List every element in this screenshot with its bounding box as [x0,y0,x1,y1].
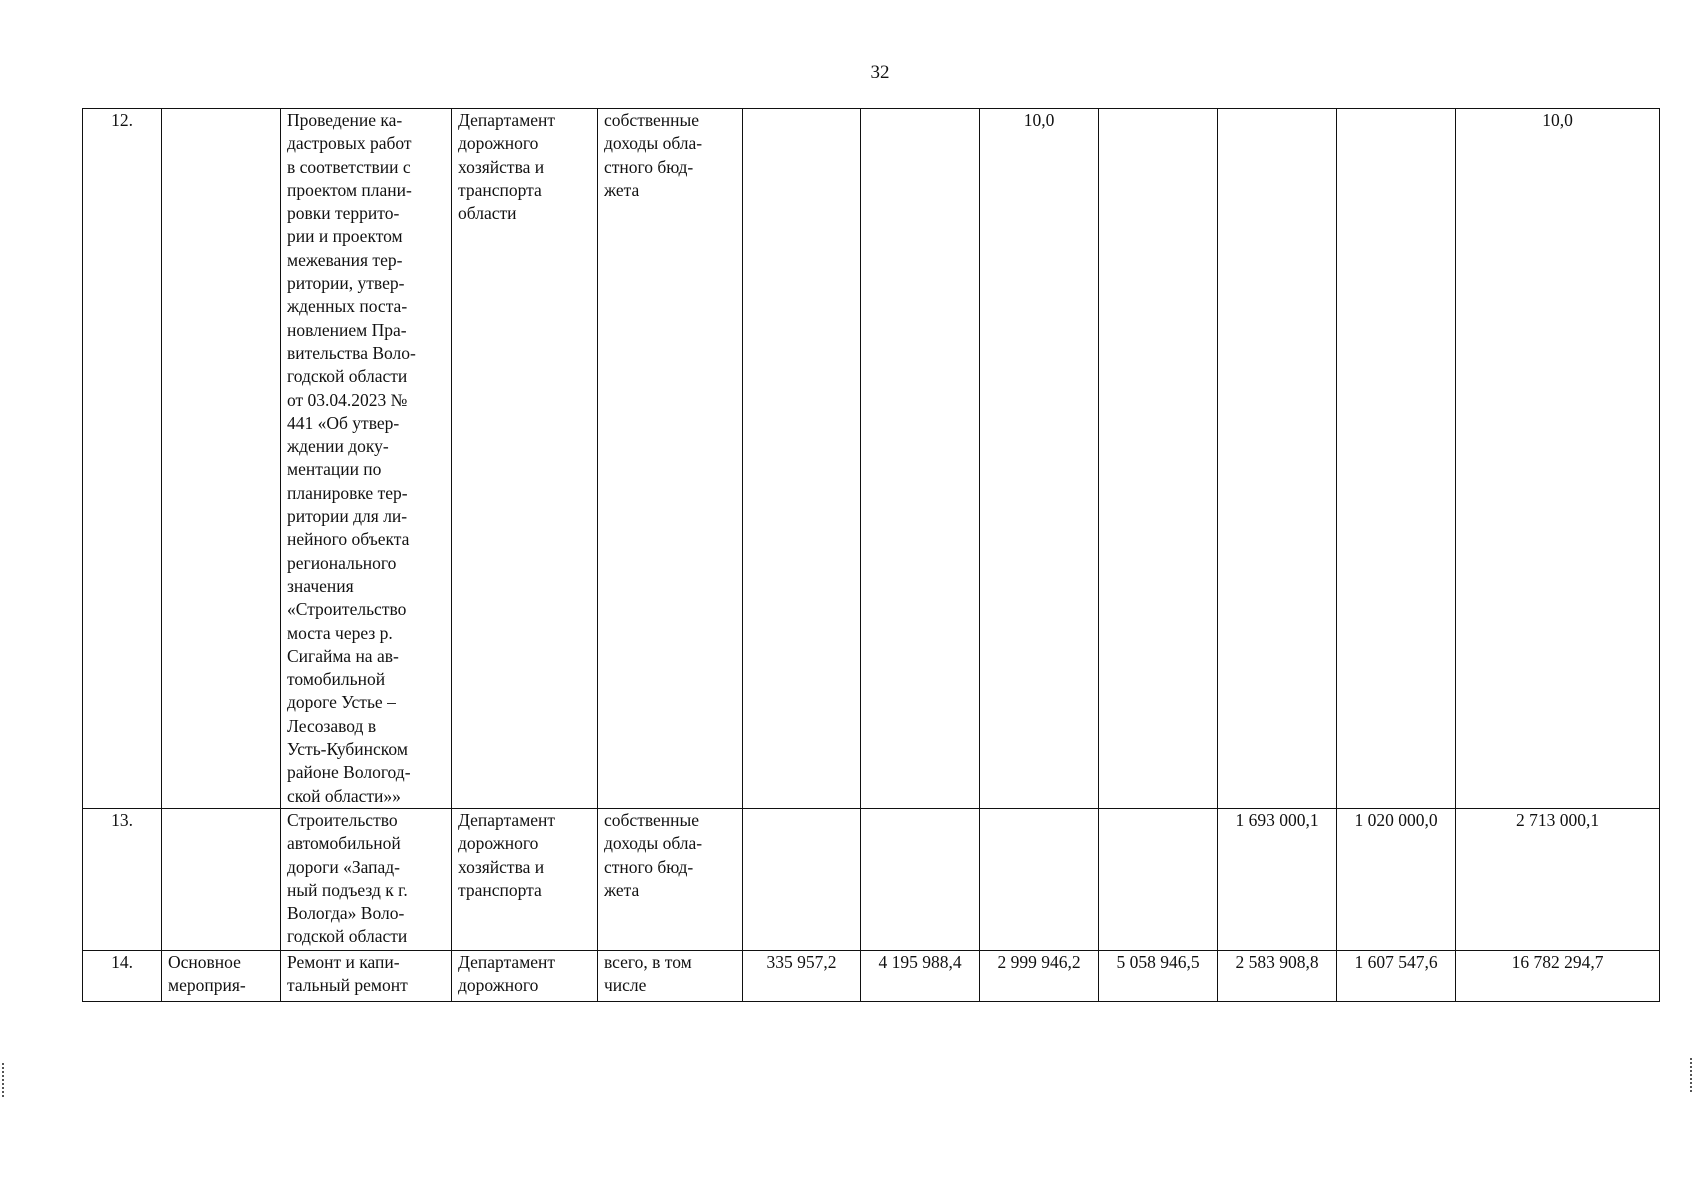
year-2-value [861,109,980,809]
year-4-value: 5 058 946,5 [1099,950,1218,1001]
year-3-value: 2 999 946,2 [980,950,1099,1001]
table-row [83,808,1660,950]
funding-source-cell: собственные доходы обла- стного бюд- жета [598,808,743,950]
total-value: 16 782 294,7 [1456,950,1660,1001]
year-4-value [1099,808,1218,950]
event-type-cell [162,808,281,950]
year-6-value: 1 020 000,0 [1337,808,1456,950]
year-5-value: 2 583 908,8 [1218,950,1337,1001]
total-value: 2 713 000,1 [1456,808,1660,950]
executor-cell: Департамент дорожного хозяйства и транспорта области [452,109,598,809]
year-1-value [743,808,861,950]
table-row [83,109,1660,809]
year-3-value: 10,0 [980,109,1099,809]
event-name-cell: Строительство автомобильной дороги «Запад- ный подъезд к г. Вологда» Воло- годской области [281,808,452,950]
event-name-cell: Проведение ка- дастровых работ в соответствии с проектом плани- ровки террито- рии и проектом межевания тер- ритории, утвер- жденных поста- новлением Пра- вительства Воло- годской области от 03.04.2023 № 441 «Об утвер- ждении доку- ментации по планировке тер- ритории для ли- нейного объекта регионального значения «Строительство моста через р. Сигайма на ав- томобильной дороге Устье – Лесозавод в Усть-Кубинском районе Вологод- ской области»» [281,109,452,809]
year-1-value: 335 957,2 [743,950,861,1001]
scan-edge-mark-left [2,1063,10,1097]
year-6-value [1337,109,1456,809]
year-5-value: 1 693 000,1 [1218,808,1337,950]
year-2-value [861,808,980,950]
year-1-value [743,109,861,809]
year-6-value: 1 607 547,6 [1337,950,1456,1001]
row-number: 14. [83,950,162,1001]
executor-cell: Департамент дорожного [452,950,598,1001]
executor-cell: Департамент дорожного хозяйства и транспорта [452,808,598,950]
year-2-value: 4 195 988,4 [861,950,980,1001]
year-5-value [1218,109,1337,809]
page-number: 32 [870,62,890,83]
funding-source-cell: собственные доходы обла- стного бюд- жета [598,109,743,809]
row-number: 13. [83,808,162,950]
event-type-cell [162,109,281,809]
year-3-value [980,808,1099,950]
row-number: 12. [83,109,162,809]
funding-source-cell: всего, в том числе [598,950,743,1001]
scan-edge-mark-right [1690,1058,1697,1092]
event-name-cell: Ремонт и капи- тальный ремонт [281,950,452,1001]
table-row [83,950,1660,1001]
year-4-value [1099,109,1218,809]
budget-table [82,108,1660,1002]
event-type-cell: Основное мероприя- [162,950,281,1001]
total-value: 10,0 [1456,109,1660,809]
